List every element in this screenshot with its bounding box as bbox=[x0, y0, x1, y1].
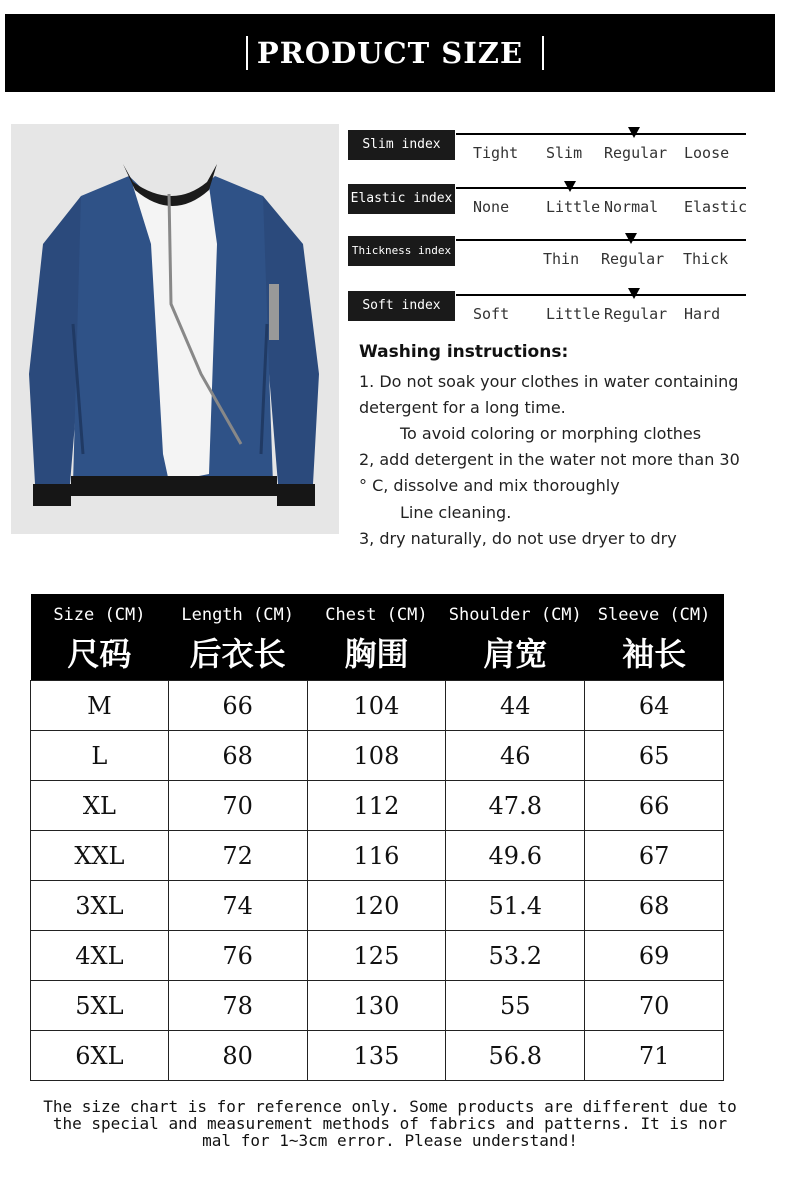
header-en: Sleeve (CM) bbox=[597, 605, 711, 625]
header-en: Chest (CM) bbox=[325, 605, 428, 625]
table-cell: 53.2 bbox=[446, 931, 585, 981]
table-cell: 112 bbox=[307, 781, 446, 831]
table-cell: 67 bbox=[585, 831, 724, 881]
table-cell: 135 bbox=[307, 1031, 446, 1081]
index-scale-line bbox=[456, 239, 746, 241]
table-cell: 80 bbox=[168, 1031, 307, 1081]
table-cell: 71 bbox=[585, 1031, 724, 1081]
note-line: mal for 1~3cm error. Please understand! bbox=[202, 1131, 578, 1150]
table-cell: XXL bbox=[31, 831, 169, 881]
table-cell: 64 bbox=[585, 681, 724, 731]
table-cell: 125 bbox=[307, 931, 446, 981]
header-en: Shoulder (CM) bbox=[448, 605, 582, 625]
table-cell: 70 bbox=[585, 981, 724, 1031]
table-cell: L bbox=[31, 731, 169, 781]
index-option: Loose bbox=[684, 144, 730, 162]
table-row bbox=[31, 981, 724, 1031]
table-cell: 49.6 bbox=[446, 831, 585, 881]
note-line: the special and measurement methods of fabrics and patterns. It is nor bbox=[52, 1114, 728, 1133]
table-cell: 55 bbox=[446, 981, 585, 1031]
index-option: Regular bbox=[604, 144, 668, 162]
table-cell: XL bbox=[31, 781, 169, 831]
index-marker-icon bbox=[625, 233, 637, 244]
header-cell bbox=[168, 594, 307, 681]
index-label: Slim index bbox=[348, 130, 455, 160]
size-table bbox=[30, 594, 724, 1081]
table-row bbox=[31, 781, 724, 831]
index-option: Tight bbox=[473, 144, 519, 162]
washing-line: 1. Do not soak your clothes in water containing bbox=[359, 372, 739, 391]
table-row bbox=[31, 881, 724, 931]
product-photo bbox=[11, 124, 339, 534]
header-en: Size (CM) bbox=[53, 605, 146, 625]
table-row bbox=[31, 1031, 724, 1081]
table-cell: 72 bbox=[168, 831, 307, 881]
index-marker-icon bbox=[628, 288, 640, 299]
header-cell bbox=[31, 594, 169, 681]
table-cell: 47.8 bbox=[446, 781, 585, 831]
index-option: Slim bbox=[546, 144, 583, 162]
table-cell: 74 bbox=[168, 881, 307, 931]
index-scale-line bbox=[456, 294, 746, 296]
header-cell bbox=[307, 594, 446, 681]
header-zh: 后衣长 bbox=[189, 635, 286, 673]
header-zh: 胸围 bbox=[344, 635, 409, 673]
table-cell: 68 bbox=[585, 881, 724, 931]
table-cell: 104 bbox=[307, 681, 446, 731]
index-option: Regular bbox=[604, 305, 668, 323]
table-row bbox=[31, 931, 724, 981]
table-row bbox=[31, 731, 724, 781]
header-zh: 袖长 bbox=[622, 635, 687, 673]
index-option: None bbox=[473, 198, 510, 216]
index-option: Elastic bbox=[684, 198, 748, 216]
header-row bbox=[31, 594, 724, 681]
index-option: Thin bbox=[543, 250, 580, 268]
table-cell: 51.4 bbox=[446, 881, 585, 931]
disclaimer-note bbox=[10, 1098, 770, 1149]
table-cell: 4XL bbox=[31, 931, 169, 981]
index-option: Little bbox=[546, 305, 601, 323]
table-cell: 6XL bbox=[31, 1031, 169, 1081]
table-cell: 65 bbox=[585, 731, 724, 781]
index-label: Soft index bbox=[348, 291, 455, 321]
index-option: Normal bbox=[604, 198, 659, 216]
page-title: PRODUCT SIZE bbox=[256, 36, 524, 70]
index-label: Thickness index bbox=[348, 236, 455, 266]
divider bbox=[542, 36, 544, 70]
washing-line: 3, dry naturally, do not use dryer to dry bbox=[359, 529, 677, 548]
index-option: Thick bbox=[683, 250, 729, 268]
table-row bbox=[31, 681, 724, 731]
index-scale-line bbox=[456, 187, 746, 189]
header-zh: 尺码 bbox=[67, 635, 132, 673]
table-cell: 130 bbox=[307, 981, 446, 1031]
washing-line: ° C, dissolve and mix thoroughly bbox=[359, 476, 620, 495]
header-cell bbox=[446, 594, 585, 681]
washing-title: Washing instructions: bbox=[359, 342, 569, 362]
table-cell: 120 bbox=[307, 881, 446, 931]
washing-line: To avoid coloring or morphing clothes bbox=[400, 424, 702, 443]
title-banner bbox=[5, 14, 775, 92]
index-option: Soft bbox=[473, 305, 510, 323]
header-cell bbox=[585, 594, 724, 681]
index-option: Hard bbox=[684, 305, 721, 323]
table-cell: M bbox=[31, 681, 169, 731]
table-cell: 66 bbox=[585, 781, 724, 831]
index-option: Little bbox=[546, 198, 601, 216]
table-cell: 68 bbox=[168, 731, 307, 781]
washing-line: Line cleaning. bbox=[400, 503, 512, 522]
table-cell: 78 bbox=[168, 981, 307, 1031]
table-cell: 56.8 bbox=[446, 1031, 585, 1081]
table-cell: 70 bbox=[168, 781, 307, 831]
header-en: Length (CM) bbox=[181, 605, 294, 625]
table-cell: 3XL bbox=[31, 881, 169, 931]
table-cell: 116 bbox=[307, 831, 446, 881]
index-scale-line bbox=[456, 133, 746, 135]
table-cell: 5XL bbox=[31, 981, 169, 1031]
washing-line: detergent for a long time. bbox=[359, 398, 566, 417]
jacket-icon bbox=[11, 124, 339, 534]
table-cell: 76 bbox=[168, 931, 307, 981]
index-marker-icon bbox=[564, 181, 576, 192]
size-rows bbox=[31, 681, 724, 1081]
index-option: Regular bbox=[601, 250, 665, 268]
table-cell: 69 bbox=[585, 931, 724, 981]
table-row bbox=[31, 831, 724, 881]
table-cell: 46 bbox=[446, 731, 585, 781]
index-marker-icon bbox=[628, 127, 640, 138]
table-cell: 66 bbox=[168, 681, 307, 731]
header-zh: 肩宽 bbox=[483, 635, 548, 673]
note-line: The size chart is for reference only. Some products are different due to bbox=[43, 1097, 737, 1116]
table-cell: 108 bbox=[307, 731, 446, 781]
index-label: Elastic index bbox=[348, 184, 455, 214]
table-cell: 44 bbox=[446, 681, 585, 731]
washing-line: 2, add detergent in the water not more than 30 bbox=[359, 450, 740, 469]
